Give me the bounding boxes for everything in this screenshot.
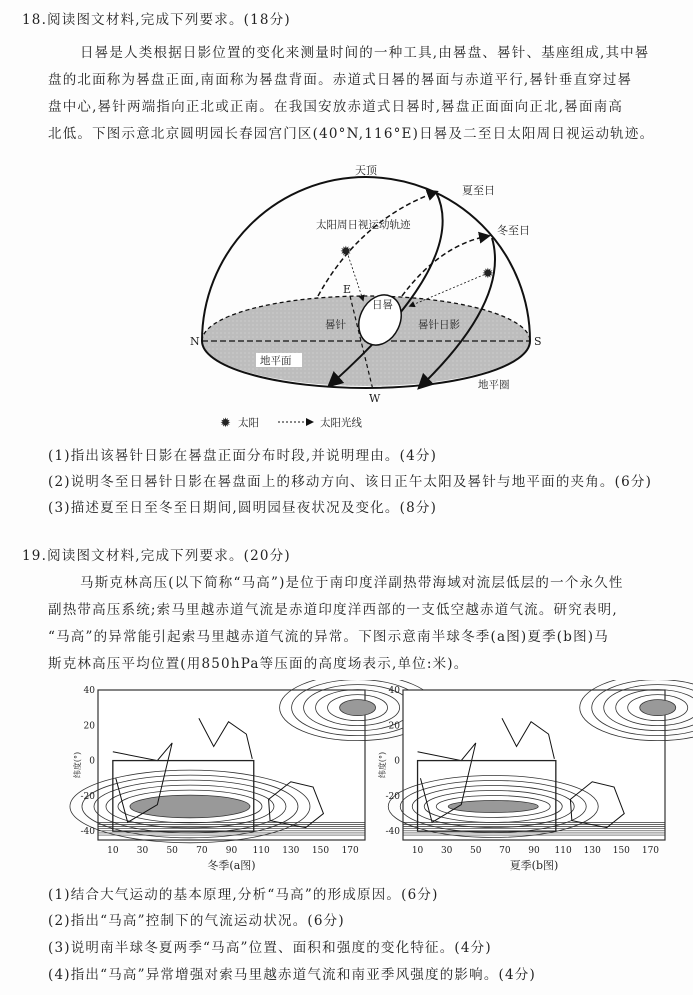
- y-tick-label: -40: [385, 827, 400, 838]
- contour-line: [640, 700, 676, 716]
- x-tick-label: 110: [554, 846, 572, 856]
- x-tick-label: 170: [341, 846, 359, 856]
- x-tick-label: 10: [107, 846, 119, 856]
- x-tick-label: 30: [136, 846, 149, 856]
- x-tick-label: 50: [470, 846, 482, 856]
- y-tick-label: -20: [385, 791, 400, 802]
- q19-title: 19.阅读图文材料,完成下列要求。(20分): [22, 548, 291, 564]
- y-tick-label: 20: [388, 721, 400, 732]
- x-tick-label: 70: [499, 846, 511, 856]
- sun-icon: ✹: [482, 266, 494, 282]
- q18-para-line: 盘的北面称为晷盘正面,南面称为晷盘背面。赤道式日晷的晷面与赤道平行,晷针垂直穿过晷: [48, 72, 633, 88]
- map-caption: 冬季(a图): [207, 859, 256, 872]
- x-tick-label: 110: [252, 846, 270, 856]
- y-tick-label: 0: [89, 756, 95, 767]
- y-tick-label: -40: [80, 827, 95, 838]
- q18-para-line: 北低。下图示意北京圆明园长春园宫门区(40°N,116°E)日晷及二至日太阳周日视运动轨迹。: [48, 126, 655, 142]
- contour-line: [130, 795, 250, 818]
- label-W: W: [369, 392, 381, 405]
- label-sun-path: 太阳周日视运动轨迹: [316, 219, 411, 231]
- q19-para-line: 副热带高压系统;索马里越赤道气流是赤道印度洋西部的一支低空越赤道气流。研究表明,: [48, 602, 618, 618]
- y-tick-label: 20: [83, 721, 95, 732]
- label-S: S: [534, 335, 542, 348]
- label-sundial: 日晷: [372, 299, 393, 311]
- label-summer: 夏至日: [462, 184, 495, 197]
- x-tick-label: 90: [528, 846, 540, 856]
- y-axis-label: 纬度(°): [378, 751, 387, 779]
- summer-path-back: [318, 192, 436, 296]
- y-tick-label: 0: [394, 756, 400, 767]
- x-tick-label: 50: [166, 846, 178, 856]
- x-tick-label: 150: [311, 846, 330, 856]
- legend-sun-icon: ✹: [220, 416, 231, 431]
- x-tick-label: 30: [440, 846, 453, 856]
- q19-question: (3)说明南半球冬夏两季“马高”位置、面积和强度的变化特征。(4分): [48, 940, 492, 956]
- label-zenith: 天顶: [355, 164, 377, 177]
- contour-line: [340, 700, 376, 716]
- label-horizon-circle: 地平圈: [478, 379, 510, 391]
- sundial-diagram: [0, 0, 693, 440]
- x-tick-label: 130: [583, 846, 601, 856]
- q19-para-line: 斯克林高压平均位置(用850hPa等压面的高度场表示,单位:米)。: [48, 656, 469, 672]
- label-gnomon: 晷针: [325, 319, 346, 331]
- q18-para-line: 盘中心,晷针两端指向正北或正南。在我国安放赤道式日晷时,晷盘正面面向正北,晷面南高: [48, 99, 624, 115]
- q18-question: (2)说明冬至日晷针日影在晷盘面上的移动方向、该日正午太阳及晷针与地平面的夹角。(6分): [48, 474, 653, 490]
- q18-question: (1)指出该晷针日影在晷盘正面分布时段,并说明理由。(4分): [48, 448, 438, 464]
- label-shadow: 晷针日影: [418, 319, 460, 331]
- q19-para-line: 马斯克林高压(以下简称“马高”)是位于南印度洋副热带海域对流层低层的一个永久性: [80, 575, 624, 591]
- x-tick-label: 70: [196, 846, 208, 856]
- x-tick-label: 10: [411, 846, 424, 856]
- q19-para-line: “马高”的异常能引起索马里越赤道气流的异常。下图示意南半球冬季(a图)夏季(b图)马: [48, 629, 609, 645]
- x-tick-label: 170: [641, 846, 660, 856]
- map-summer: [377, 680, 693, 872]
- winter-path-back: [402, 236, 488, 296]
- label-horizon-plane: 地平面: [260, 355, 292, 367]
- y-tick-label: -20: [80, 791, 95, 802]
- y-axis-label: 纬度(°): [73, 751, 82, 779]
- q19-question: (4)指出“马高”异常增强对索马里越赤道气流和南亚季风强度的影响。(4分): [48, 967, 536, 983]
- y-tick-label: 40: [388, 686, 400, 696]
- pressure-maps: [0, 680, 693, 880]
- q18-para-line: 日晷是人类根据日影位置的变化来测量时间的一种工具,由晷盘、晷针、基座组成,其中晷: [80, 45, 650, 61]
- x-tick-label: 150: [612, 846, 630, 856]
- label-winter: 冬至日: [497, 224, 530, 237]
- y-tick-label: 40: [83, 686, 95, 696]
- x-tick-label: 90: [225, 846, 238, 856]
- label-E: E: [343, 283, 352, 296]
- q19-question: (1)结合大气运动的基本原理,分析“马高”的形成原因。(6分): [48, 887, 439, 903]
- label-N: N: [190, 335, 200, 348]
- q18-question: (3)描述夏至日至冬至日期间,圆明园昼夜状况及变化。(8分): [48, 500, 438, 516]
- sun-icon: ✹: [340, 244, 352, 260]
- legend-sun-label: 太阳: [238, 417, 259, 429]
- x-tick-label: 130: [282, 846, 300, 856]
- q18-title: 18.阅读图文材料,完成下列要求。(18分): [22, 12, 291, 28]
- q19-question: (2)指出“马高”控制下的气流运动状况。(6分): [48, 913, 345, 929]
- map-caption: 夏季(b图): [509, 859, 559, 872]
- legend-ray-label: 太阳光线: [320, 417, 362, 429]
